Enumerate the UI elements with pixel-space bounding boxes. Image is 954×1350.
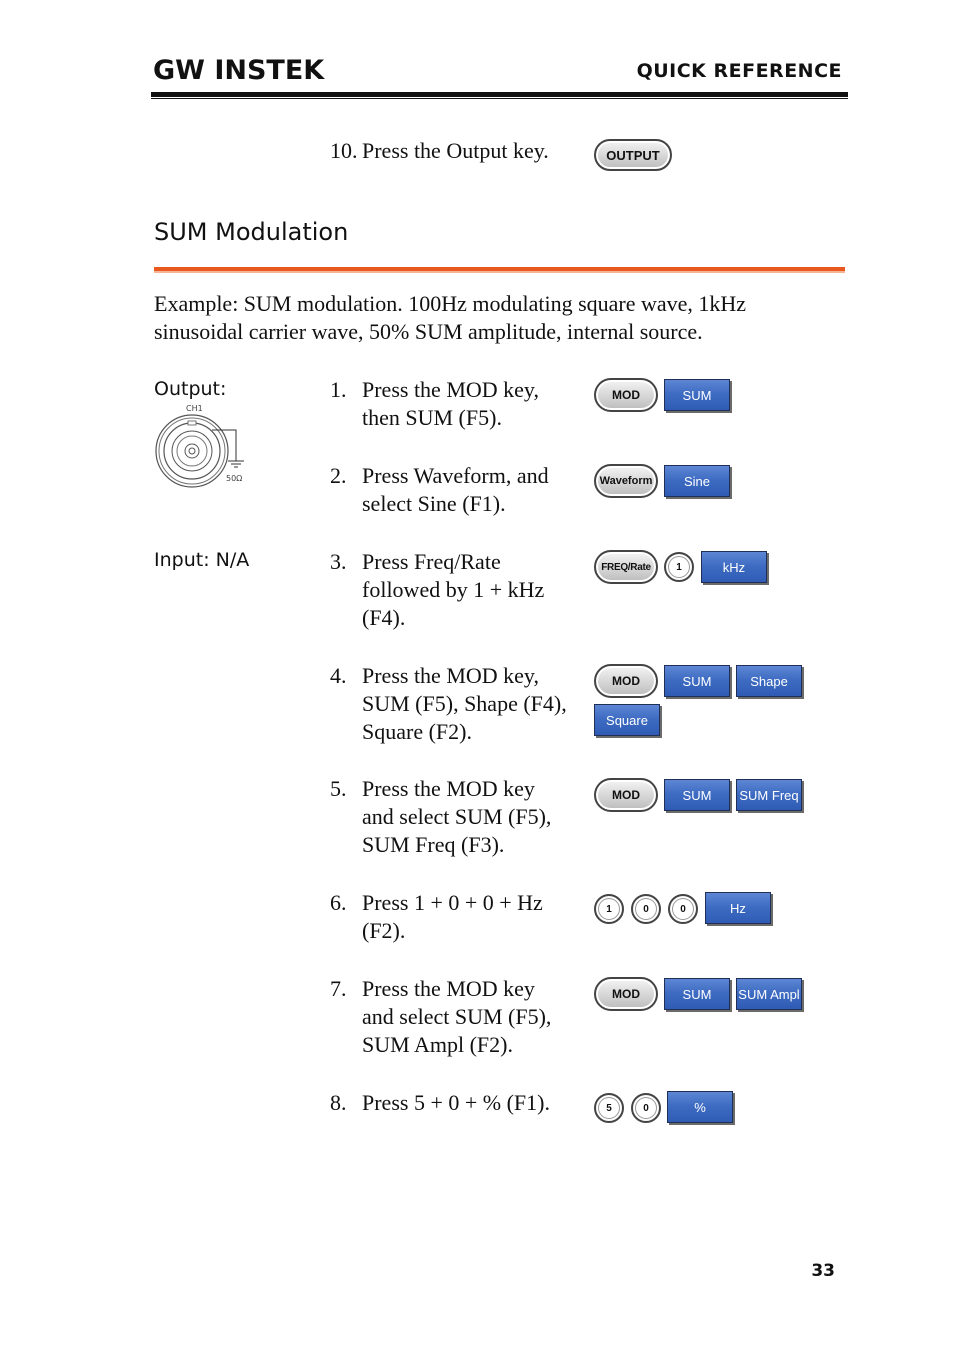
step-number: 6. bbox=[330, 890, 347, 915]
step-text bbox=[362, 889, 543, 945]
step-text bbox=[362, 462, 549, 518]
step-number: 8. bbox=[330, 1090, 347, 1115]
step-text bbox=[362, 548, 544, 632]
mod-key: MOD bbox=[594, 378, 658, 412]
percent-softkey: % bbox=[667, 1091, 733, 1123]
step-line: then SUM (F5). bbox=[362, 405, 502, 430]
hz-softkey: Hz bbox=[705, 892, 771, 924]
section-header: QUICK REFERENCE bbox=[636, 60, 842, 82]
digit-1-key: 1 bbox=[594, 894, 624, 924]
step-number: 5. bbox=[330, 776, 347, 801]
step-text bbox=[362, 1089, 550, 1117]
sum-softkey: SUM bbox=[664, 779, 730, 811]
digit-5-key: 5 bbox=[594, 1093, 624, 1123]
step-line: Square (F2). bbox=[362, 719, 472, 744]
sum-softkey: SUM bbox=[664, 978, 730, 1010]
step-line: SUM Freq (F3). bbox=[362, 832, 505, 857]
example-line-2: sinusoidal carrier wave, 50% SUM amplitude, internal source. bbox=[154, 319, 703, 344]
page-number: 33 bbox=[811, 1261, 835, 1281]
step-line: SUM (F5), Shape (F4), bbox=[362, 691, 567, 716]
mod-key: MOD bbox=[594, 664, 658, 698]
input-label: Input: N/A bbox=[154, 549, 250, 571]
sum-softkey: SUM bbox=[664, 379, 730, 411]
step-line: Press the MOD key, bbox=[362, 377, 539, 402]
channel-label: CH1 bbox=[186, 404, 203, 413]
mod-key: MOD bbox=[594, 977, 658, 1011]
step-line: Press 1 + 0 + 0 + Hz bbox=[362, 890, 543, 915]
step-line: select Sine (F1). bbox=[362, 491, 506, 516]
section-divider-shadow bbox=[154, 271, 845, 273]
waveform-key: Waveform bbox=[594, 464, 658, 498]
mod-key: MOD bbox=[594, 778, 658, 812]
khz-softkey: kHz bbox=[701, 551, 767, 583]
step-line: Press the MOD key bbox=[362, 976, 535, 1001]
header-divider-thin bbox=[151, 98, 848, 99]
shape-softkey: Shape bbox=[736, 665, 802, 697]
output-key: OUTPUT bbox=[594, 139, 672, 171]
digit-0-key: 0 bbox=[668, 894, 698, 924]
digit-0-key: 0 bbox=[631, 894, 661, 924]
step-number: 2. bbox=[330, 463, 347, 488]
step-line: followed by 1 + kHz bbox=[362, 577, 545, 602]
step-line: Press Freq/Rate bbox=[362, 549, 501, 574]
freq-rate-key: FREQ/Rate bbox=[594, 550, 658, 584]
step-line: SUM Ampl (F2). bbox=[362, 1032, 513, 1057]
sum-ampl-softkey: SUM Ampl bbox=[736, 978, 802, 1010]
step-line: Press 5 + 0 + % (F1). bbox=[362, 1090, 550, 1115]
sum-softkey: SUM bbox=[664, 665, 730, 697]
step-line: Press the MOD key bbox=[362, 776, 535, 801]
step-number: 10. bbox=[330, 138, 358, 163]
sum-freq-softkey: SUM Freq bbox=[736, 779, 802, 811]
impedance-label: 50Ω bbox=[226, 474, 243, 483]
step-number: 4. bbox=[330, 663, 347, 688]
step-line: (F4). bbox=[362, 605, 406, 630]
brand-logo: GW INSTEK bbox=[153, 55, 325, 86]
step-text: Press the Output key. bbox=[362, 138, 549, 163]
sine-softkey: Sine bbox=[664, 465, 730, 497]
step-number: 7. bbox=[330, 976, 347, 1001]
step-number: 1. bbox=[330, 377, 347, 402]
step-text bbox=[362, 775, 551, 859]
step-text bbox=[362, 975, 551, 1059]
square-softkey: Square bbox=[594, 704, 660, 736]
bnc-connector-diagram bbox=[154, 403, 254, 489]
output-label: Output: bbox=[154, 378, 227, 400]
step-line: Press the MOD key, bbox=[362, 663, 539, 688]
step-text bbox=[362, 376, 539, 432]
step-text bbox=[362, 662, 567, 746]
digit-1-key: 1 bbox=[664, 552, 694, 582]
header-divider bbox=[151, 92, 848, 97]
step-number: 3. bbox=[330, 549, 347, 574]
example-line-1: Example: SUM modulation. 100Hz modulating square wave, 1kHz bbox=[154, 291, 747, 316]
step-line: (F2). bbox=[362, 918, 406, 943]
digit-0-key: 0 bbox=[631, 1093, 661, 1123]
step-line: and select SUM (F5), bbox=[362, 804, 552, 829]
section-title: SUM Modulation bbox=[154, 218, 349, 246]
step-line: and select SUM (F5), bbox=[362, 1004, 552, 1029]
step-line: Press Waveform, and bbox=[362, 463, 549, 488]
